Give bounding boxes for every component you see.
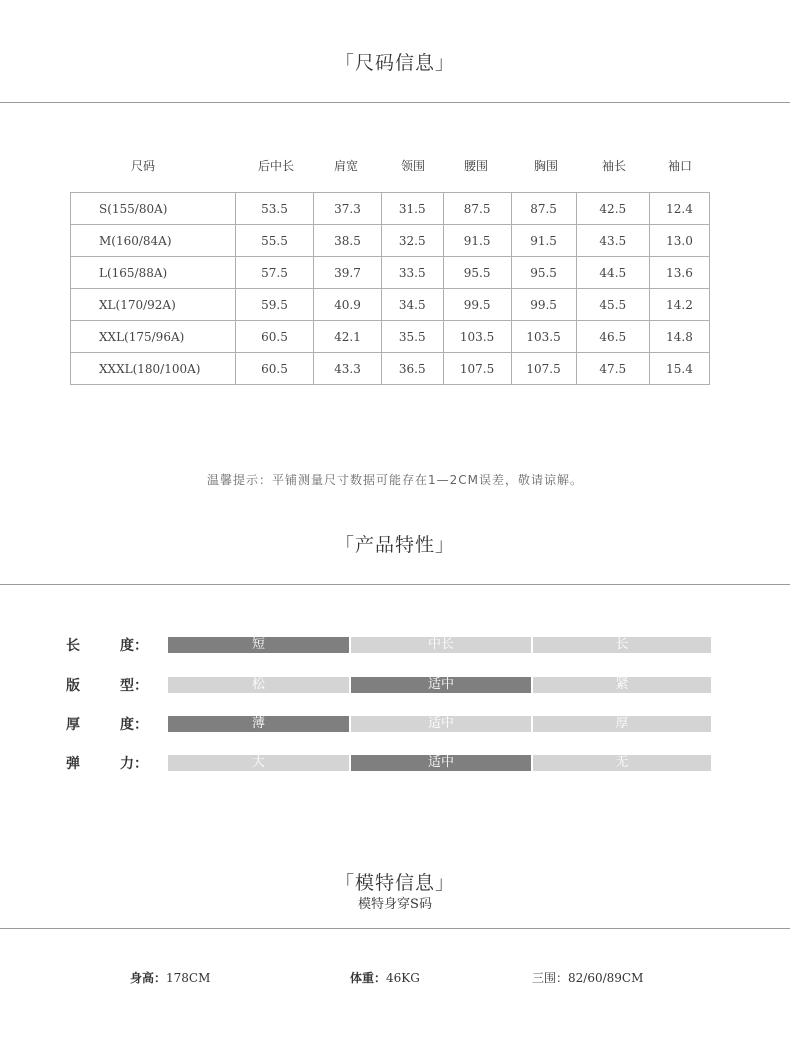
option-bar: 薄	[168, 716, 349, 732]
size-section-title: 「尺码信息」	[334, 52, 455, 74]
table-row	[71, 289, 710, 321]
model-measurements-value: 82/60/89CM	[568, 971, 644, 985]
header-waist: 腰围	[463, 159, 488, 173]
measure-cell: 103.5	[443, 321, 511, 353]
measure-cell: 32.5	[381, 225, 443, 257]
header-cuff: 袖口	[667, 159, 692, 173]
size-table	[70, 192, 710, 385]
property-label-char: 弹	[66, 756, 80, 772]
product-section-title: 「产品特性」	[334, 534, 455, 556]
measure-cell: 107.5	[443, 353, 511, 385]
model-height-label: 身高：	[130, 971, 167, 985]
measure-cell: 33.5	[381, 257, 443, 289]
measure-cell: 43.5	[576, 225, 649, 257]
measure-cell: 42.5	[576, 193, 649, 225]
model-weight-label: 体重：	[350, 971, 387, 985]
option-bar: 短	[168, 637, 349, 653]
size-cell: S(155/80A)	[71, 193, 236, 225]
header-size: 尺码	[130, 159, 155, 173]
property-label-char: 度：	[120, 638, 148, 654]
header-shoulder: 肩宽	[333, 159, 358, 173]
option-bar: 中长	[351, 637, 531, 653]
table-row	[71, 257, 710, 289]
measure-cell: 44.5	[576, 257, 649, 289]
model-subtitle: 模特身穿S码	[358, 897, 432, 912]
property-row-fit	[0, 675, 790, 695]
measure-cell: 47.5	[576, 353, 649, 385]
option-bar: 适中	[351, 716, 531, 732]
measure-cell: 55.5	[235, 225, 313, 257]
property-label-char: 版	[66, 678, 80, 694]
measure-cell: 13.6	[650, 257, 710, 289]
measure-cell: 91.5	[443, 225, 511, 257]
property-row-length	[0, 635, 790, 655]
model-measurements	[532, 969, 643, 986]
model-measurements-label: 三围：	[532, 971, 569, 985]
measure-cell: 60.5	[235, 321, 313, 353]
measure-cell: 45.5	[576, 289, 649, 321]
measure-cell: 57.5	[235, 257, 313, 289]
measure-cell: 38.5	[314, 225, 382, 257]
product-section-divider	[0, 584, 790, 585]
measure-cell: 99.5	[511, 289, 576, 321]
header-back-length: 后中长	[257, 159, 294, 173]
measure-cell: 15.4	[650, 353, 710, 385]
option-bar: 松	[168, 677, 349, 693]
header-collar: 领围	[400, 159, 425, 173]
model-section-divider	[0, 928, 790, 929]
model-weight	[350, 969, 420, 986]
measure-cell: 59.5	[235, 289, 313, 321]
measure-cell: 53.5	[235, 193, 313, 225]
property-label-char: 长	[66, 638, 80, 654]
measure-cell: 46.5	[576, 321, 649, 353]
option-bar: 适中	[351, 755, 531, 771]
option-bar: 紧	[533, 677, 711, 693]
table-row	[71, 225, 710, 257]
measure-cell: 12.4	[650, 193, 710, 225]
measure-cell: 34.5	[381, 289, 443, 321]
measure-cell: 40.9	[314, 289, 382, 321]
header-sleeve-length: 袖长	[601, 159, 626, 173]
model-height	[130, 969, 210, 986]
size-cell: XXL(175/96A)	[71, 321, 236, 353]
option-bar: 无	[533, 755, 711, 771]
property-label-char: 力：	[120, 756, 148, 772]
property-row-thickness	[0, 714, 790, 734]
measure-cell: 95.5	[443, 257, 511, 289]
size-cell: XL(170/92A)	[71, 289, 236, 321]
measure-cell: 95.5	[511, 257, 576, 289]
measure-cell: 43.3	[314, 353, 382, 385]
property-label-char: 度：	[120, 717, 148, 733]
measure-cell: 36.5	[381, 353, 443, 385]
option-bar: 厚	[533, 716, 711, 732]
property-row-elasticity	[0, 753, 790, 773]
table-row	[71, 193, 710, 225]
model-section-title: 「模特信息」	[334, 872, 455, 894]
measure-cell: 39.7	[314, 257, 382, 289]
size-cell: M(160/84A)	[71, 225, 236, 257]
measure-cell: 87.5	[443, 193, 511, 225]
measure-cell: 13.0	[650, 225, 710, 257]
property-label-char: 厚	[66, 717, 80, 733]
measure-cell: 14.2	[650, 289, 710, 321]
measure-cell: 42.1	[314, 321, 382, 353]
option-bar: 适中	[351, 677, 531, 693]
measure-cell: 99.5	[443, 289, 511, 321]
option-bar: 大	[168, 755, 349, 771]
measure-cell: 35.5	[381, 321, 443, 353]
measure-cell: 31.5	[381, 193, 443, 225]
table-row	[71, 353, 710, 385]
measure-cell: 103.5	[511, 321, 576, 353]
model-height-value: 178CM	[166, 971, 211, 985]
measure-cell: 37.3	[314, 193, 382, 225]
measure-cell: 91.5	[511, 225, 576, 257]
size-cell: L(165/88A)	[71, 257, 236, 289]
measure-cell: 87.5	[511, 193, 576, 225]
measurement-notice: 温馨提示：平铺测量尺寸数据可能存在1—2CM误差，敬请谅解。	[206, 473, 583, 487]
property-label-char: 型：	[120, 678, 148, 694]
size-section-divider	[0, 102, 790, 103]
size-cell: XXXL(180/100A)	[71, 353, 236, 385]
measure-cell: 60.5	[235, 353, 313, 385]
model-weight-value: 46KG	[386, 971, 420, 985]
option-bar: 长	[533, 637, 711, 653]
header-chest: 胸围	[533, 159, 558, 173]
table-row	[71, 321, 710, 353]
measure-cell: 107.5	[511, 353, 576, 385]
measure-cell: 14.8	[650, 321, 710, 353]
